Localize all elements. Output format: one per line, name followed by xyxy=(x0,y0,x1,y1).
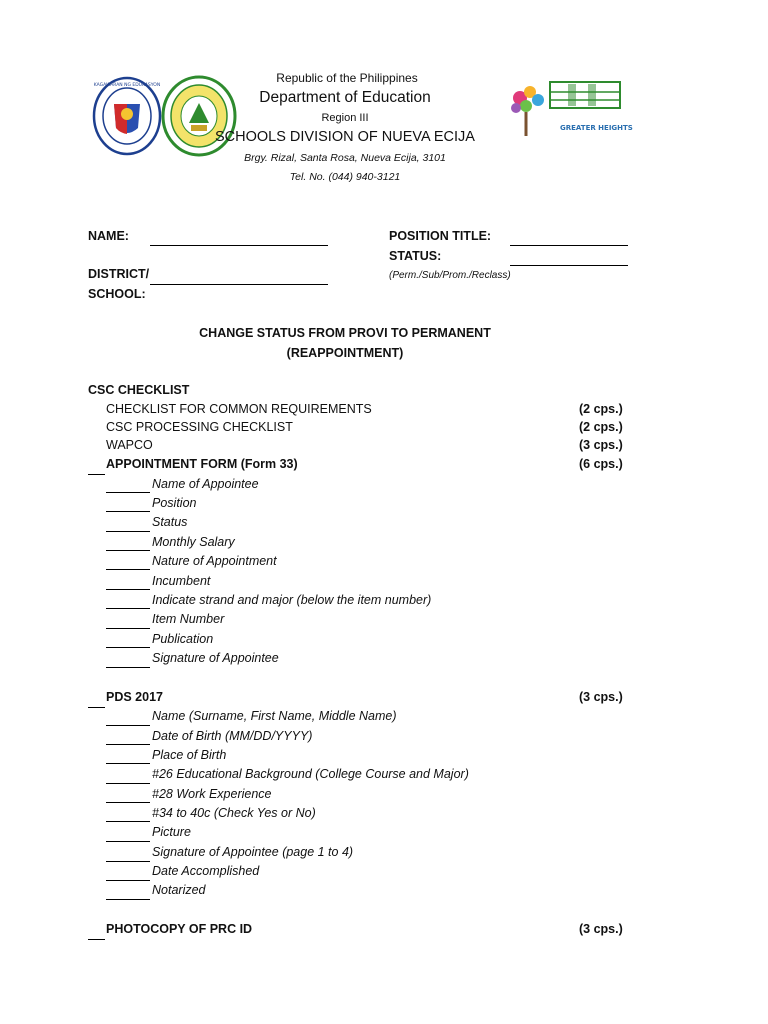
pds-subitem-blank[interactable] xyxy=(106,725,150,726)
appointment-subitem-blank[interactable] xyxy=(106,667,150,668)
status-note: (Perm./Sub/Prom./Reclass) xyxy=(389,270,511,281)
pds-subitem: Date of Birth (MM/DD/YYYY) xyxy=(152,729,313,743)
csc-item-copies: (2 cps.) xyxy=(579,402,623,416)
appointment-subitem-blank[interactable] xyxy=(106,608,150,609)
appointment-subitem: Item Number xyxy=(152,612,225,626)
appointment-subitem: Nature of Appointment xyxy=(152,554,277,568)
school-label: SCHOOL: xyxy=(88,287,146,301)
division-heading: SCHOOLS DIVISION OF NUEVA ECIJA xyxy=(215,129,475,145)
pds-label: PDS 2017 xyxy=(106,690,163,704)
svg-text:KAGAWARAN NG EDUKASYON: KAGAWARAN NG EDUKASYON xyxy=(93,83,161,88)
appointment-form-label: APPOINTMENT FORM (Form 33) xyxy=(106,457,298,471)
appointment-subitem-blank[interactable] xyxy=(106,569,150,570)
prc-checkbox-line[interactable] xyxy=(88,939,105,940)
republic-heading: Republic of the Philippines xyxy=(276,71,418,85)
appointment-subitem: Publication xyxy=(152,632,214,646)
appointment-subitem-blank[interactable] xyxy=(106,531,150,532)
csc-item-copies: (2 cps.) xyxy=(579,420,623,434)
appointment-subitem: Incumbent xyxy=(152,574,211,588)
pds-subitem: Signature of Appointee (page 1 to 4) xyxy=(152,845,354,859)
appointment-subitem-blank[interactable] xyxy=(106,647,150,648)
appointment-subitem: Indicate strand and major (below the item number) xyxy=(152,593,432,607)
checklist-title: CHANGE STATUS FROM PROVI TO PERMANENT xyxy=(199,326,491,340)
pds-subitem: Name (Surname, First Name, Middle Name) xyxy=(152,709,397,723)
position-title-field[interactable] xyxy=(510,245,628,246)
district-school-field[interactable] xyxy=(150,284,328,285)
division-telephone: Tel. No. (044) 940-3121 xyxy=(289,171,401,183)
checklist-subtitle: (REAPPOINTMENT) xyxy=(286,346,404,360)
pds-subitem: #34 to 40c (Check Yes or No) xyxy=(152,806,316,820)
pds-checkbox-line[interactable] xyxy=(88,707,105,708)
pds-subitem-blank[interactable] xyxy=(106,841,150,842)
appointment-subitem: Name of Appointee xyxy=(152,477,259,491)
pds-subitem: Picture xyxy=(152,825,191,839)
name-label: NAME: xyxy=(88,229,129,243)
appointment-subitem-blank[interactable] xyxy=(106,511,150,512)
name-field[interactable] xyxy=(150,245,328,246)
pds-subitem: Date Accomplished xyxy=(152,864,260,878)
appointment-subitem: Status xyxy=(152,515,188,529)
appointment-subitem: Signature of Appointee xyxy=(152,651,279,665)
status-label: STATUS: xyxy=(389,249,442,263)
pds-subitem-blank[interactable] xyxy=(106,763,150,764)
region-heading: Region III xyxy=(321,112,369,124)
csc-checklist-heading: CSC CHECKLIST xyxy=(88,383,190,397)
district-label: DISTRICT/ xyxy=(88,267,150,281)
status-field[interactable] xyxy=(510,265,628,266)
appointment-subitem-blank[interactable] xyxy=(106,589,150,590)
pds-subitem-blank[interactable] xyxy=(106,744,150,745)
pds-subitem: #26 Educational Background (College Course and Major) xyxy=(152,767,469,781)
pds-subitem-blank[interactable] xyxy=(106,899,150,900)
appointment-subitem-blank[interactable] xyxy=(106,628,150,629)
pds-subitem-blank[interactable] xyxy=(106,783,150,784)
appointment-subitem: Position xyxy=(152,496,197,510)
appointment-form-copies: (6 cps.) xyxy=(579,457,623,471)
csc-item-label: CHECKLIST FOR COMMON REQUIREMENTS xyxy=(106,402,372,416)
department-heading: Department of Education xyxy=(259,89,431,106)
csc-item-copies: (3 cps.) xyxy=(579,438,623,452)
svg-text:GREATER HEIGHTS: GREATER HEIGHTS xyxy=(560,124,633,132)
pds-subitem: #28 Work Experience xyxy=(152,787,272,801)
appointment-subitem: Monthly Salary xyxy=(152,535,235,549)
prc-copies: (3 cps.) xyxy=(579,922,623,936)
appointment-subitem-blank[interactable] xyxy=(106,492,150,493)
appointment-subitem-blank[interactable] xyxy=(106,550,150,551)
pds-subitem: Notarized xyxy=(152,883,206,897)
position-title-label: POSITION TITLE: xyxy=(389,229,492,243)
pds-subitem-blank[interactable] xyxy=(106,802,150,803)
pds-subitem-blank[interactable] xyxy=(106,821,150,822)
division-address: Brgy. Rizal, Santa Rosa, Nueva Ecija, 3101 xyxy=(244,152,446,164)
pds-copies: (3 cps.) xyxy=(579,690,623,704)
pds-subitem: Place of Birth xyxy=(152,748,227,762)
prc-label: PHOTOCOPY OF PRC ID xyxy=(106,922,253,936)
csc-item-label: WAPCO xyxy=(106,438,153,452)
pds-subitem-blank[interactable] xyxy=(106,861,150,862)
pds-subitem-blank[interactable] xyxy=(106,880,150,881)
csc-item-label: CSC PROCESSING CHECKLIST xyxy=(106,420,293,434)
appointment-checkbox-line[interactable] xyxy=(88,474,105,475)
